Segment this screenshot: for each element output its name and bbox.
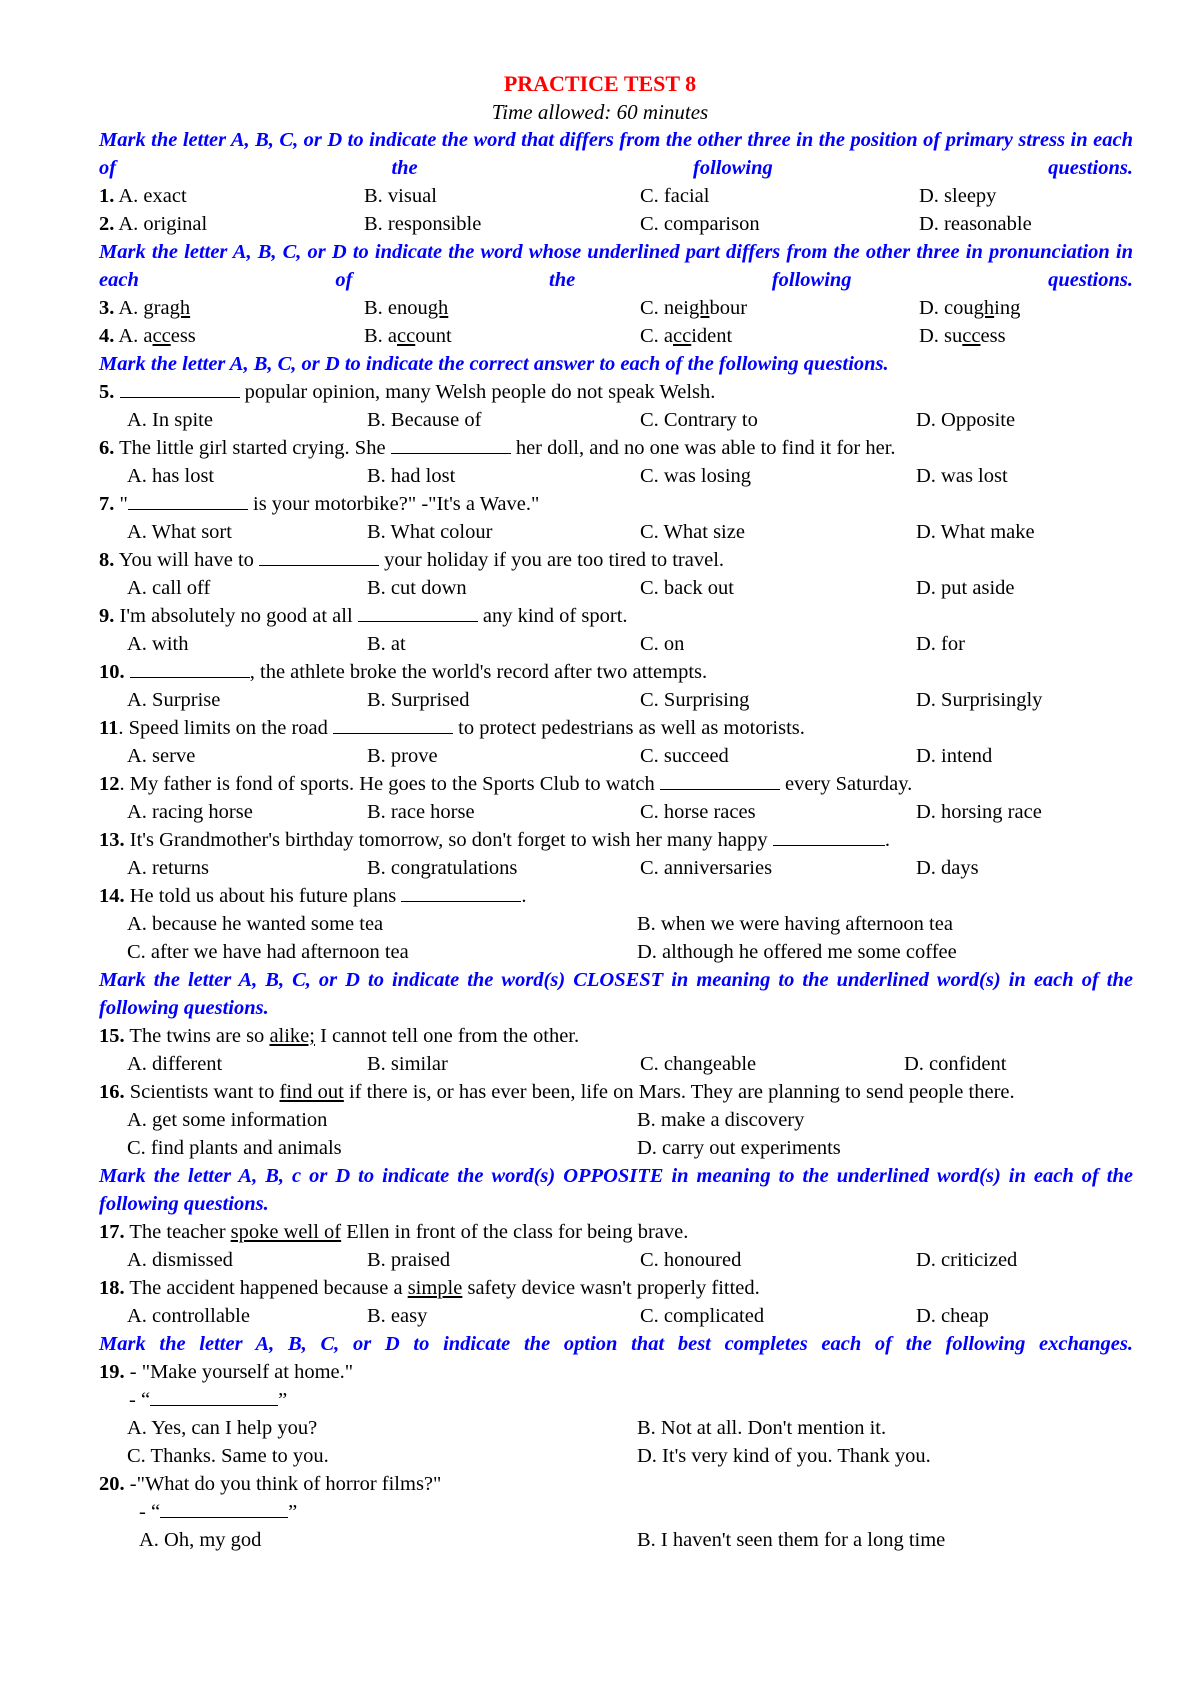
option-1d: D. sleepy: [919, 185, 997, 207]
option-18a: A. controllable: [127, 1305, 250, 1327]
option-17c: C. honoured: [640, 1249, 742, 1271]
question-19: 19. - "Make yourself at home.": [99, 1361, 354, 1383]
option-13b: B. congratulations: [367, 857, 518, 879]
option-12c: C. horse races: [640, 801, 756, 823]
answer-blank: [358, 602, 478, 622]
question-6: 6. The little girl started crying. She her doll, and no one was able to find it for her.: [99, 434, 1133, 462]
option-9c: C. on: [640, 633, 685, 655]
option-5d: D. Opposite: [916, 409, 1016, 431]
options-13: [99, 854, 1133, 882]
option-13a: A. returns: [127, 857, 209, 879]
option-6c: C. was losing: [640, 465, 752, 487]
question-number: 11: [99, 717, 119, 739]
option-4d: D. success: [919, 325, 1006, 347]
option-10d: D. Surprisingly: [916, 689, 1043, 711]
options-17: [99, 1246, 1133, 1274]
option-3a: 3. A. gragh: [99, 297, 191, 319]
question-10: 10. , the athlete broke the world's record after two attempts.: [99, 658, 1133, 686]
question-number: 17.: [99, 1221, 125, 1243]
question-number: 10.: [99, 661, 125, 683]
question-12: 12. My father is fond of sports. He goes to the Sports Club to watch every Saturday.: [99, 770, 1133, 798]
option-16a: A. get some information: [127, 1109, 328, 1131]
options-8: [99, 574, 1133, 602]
option-12b: B. race horse: [367, 801, 475, 823]
option-19d: D. It's very kind of you. Thank you.: [637, 1445, 931, 1467]
question-number: 2.: [99, 213, 115, 235]
options-7: [99, 518, 1133, 546]
instruction-correct: Mark the letter A, B, C, or D to indicate the correct answer to each of the following questions.: [99, 353, 889, 375]
option-18d: D. cheap: [916, 1305, 989, 1327]
option-19b: B. Not at all. Don't mention it.: [637, 1417, 887, 1439]
option-2b: B. responsible: [364, 213, 482, 235]
answer-blank: [333, 714, 453, 734]
options-10: [99, 686, 1133, 714]
question-number: 12: [99, 773, 120, 795]
question-number: 13.: [99, 829, 125, 851]
option-8d: D. put aside: [916, 577, 1015, 599]
option-11b: B. prove: [367, 745, 438, 767]
option-3d: D. coughing: [919, 297, 1021, 319]
option-9b: B. at: [367, 633, 406, 655]
answer-blank: [259, 546, 379, 566]
page-subtitle: Time allowed: 60 minutes: [491, 100, 709, 124]
question-18: 18. The accident happened because a simple safety device wasn't properly fitted.: [99, 1277, 760, 1299]
question-9: 9. I'm absolutely no good at all any kind of sport.: [99, 602, 1133, 630]
option-5b: B. Because of: [367, 409, 482, 431]
option-10a: A. Surprise: [127, 689, 221, 711]
options-9: [99, 630, 1133, 658]
option-15c: C. changeable: [640, 1053, 757, 1075]
question-17: 17. The teacher spoke well of Ellen in front of the class for being brave.: [99, 1221, 689, 1243]
answer-blank: [401, 882, 521, 902]
option-17b: B. praised: [367, 1249, 451, 1271]
option-4b: B. account: [364, 325, 452, 347]
question-11: 11. Speed limits on the road to protect pedestrians as well as motorists.: [99, 714, 1133, 742]
options-11: [99, 742, 1133, 770]
question-2: [99, 210, 1133, 238]
option-6b: B. had lost: [367, 465, 456, 487]
question-number: 9.: [99, 605, 115, 627]
question-number: 1.: [99, 185, 115, 207]
answer-blank: [391, 434, 511, 454]
option-13c: C. anniversaries: [640, 857, 773, 879]
option-17d: D. criticized: [916, 1249, 1018, 1271]
question-5: 5. popular opinion, many Welsh people do not speak Welsh.: [99, 378, 1133, 406]
option-12a: A. racing horse: [127, 801, 253, 823]
options-14-row1: [99, 910, 1133, 938]
instruction-closest: Mark the letter A, B, C, or D to indicate the word(s) CLOSEST in meaning to the underlined word(s) in each of the following questions.: [99, 969, 1133, 1019]
options-16-row1: [99, 1106, 1133, 1134]
options-12: [99, 798, 1133, 826]
question-20: 20. -"What do you think of horror films?": [99, 1473, 442, 1495]
option-11a: A. serve: [127, 745, 196, 767]
option-5a: A. In spite: [127, 409, 213, 431]
question-number: 4.: [99, 325, 115, 347]
option-15a: A. different: [127, 1053, 223, 1075]
question-number: 3.: [99, 297, 115, 319]
option-1b: B. visual: [364, 185, 437, 207]
option-12d: D. horsing race: [916, 801, 1042, 823]
option-20a: A. Oh, my god: [139, 1529, 262, 1551]
question-number: 19.: [99, 1361, 125, 1383]
question-number: 5.: [99, 381, 115, 403]
instruction-opposite: Mark the letter A, B, c or D to indicate the word(s) OPPOSITE in meaning to the underlined word(s) in each of the following questions.: [99, 1165, 1133, 1215]
page-title: PRACTICE TEST 8: [503, 71, 697, 96]
answer-blank: [150, 1386, 278, 1406]
answer-blank: [773, 826, 885, 846]
question-15: 15. The twins are so alike; I cannot tell one from the other.: [99, 1025, 580, 1047]
question-3: [99, 294, 1133, 322]
option-6a: A. has lost: [127, 465, 215, 487]
reply-20: - “ ”: [99, 1498, 1133, 1526]
option-19a: A. Yes, can I help you?: [127, 1417, 318, 1439]
question-number: 7.: [99, 493, 115, 515]
option-2d: D. reasonable: [919, 213, 1032, 235]
header: [0, 70, 1200, 126]
option-7c: C. What size: [640, 521, 745, 543]
answer-blank: [120, 378, 240, 398]
option-3c: C. neighbour: [640, 297, 748, 319]
option-8a: A. call off: [127, 577, 211, 599]
options-5: [99, 406, 1133, 434]
options-14-row2: [99, 938, 1133, 966]
question-number: 15.: [99, 1025, 125, 1047]
question-number: 8.: [99, 549, 115, 571]
option-1c: C. facial: [640, 185, 710, 207]
option-10b: B. Surprised: [367, 689, 470, 711]
option-18b: B. easy: [367, 1305, 428, 1327]
question-13: 13. It's Grandmother's birthday tomorrow, so don't forget to wish her many happy .: [99, 826, 1133, 854]
option-16c: C. find plants and animals: [127, 1137, 342, 1159]
option-14d: D. although he offered me some coffee: [637, 941, 957, 963]
options-20-row1: [99, 1526, 1133, 1554]
options-19-row2: [99, 1442, 1133, 1470]
option-17a: A. dismissed: [127, 1249, 233, 1271]
option-14a: A. because he wanted some tea: [127, 913, 384, 935]
question-number: 6.: [99, 437, 115, 459]
options-16-row2: [99, 1134, 1133, 1162]
question-4: [99, 322, 1133, 350]
question-7: 7. " is your motorbike?" -"It's a Wave.": [99, 490, 1133, 518]
option-7b: B. What colour: [367, 521, 493, 543]
option-16d: D. carry out experiments: [637, 1137, 841, 1159]
answer-blank: [160, 1498, 288, 1518]
option-7d: D. What make: [916, 521, 1035, 543]
option-14b: B. when we were having afternoon tea: [637, 913, 953, 935]
answer-blank: [130, 658, 250, 678]
option-11c: C. succeed: [640, 745, 729, 767]
option-3b: B. enough: [364, 297, 449, 319]
option-14c: C. after we have had afternoon tea: [127, 941, 409, 963]
instruction-pronunciation: Mark the letter A, B, C, or D to indicate the word whose underlined part differs from the other three in pronunciation in each of the following questions.: [99, 241, 1133, 291]
option-13d: D. days: [916, 857, 979, 879]
option-20b: B. I haven't seen them for a long time: [637, 1529, 946, 1551]
option-1a: 1. A. exact: [99, 185, 187, 207]
option-9d: D. for: [916, 633, 965, 655]
question-number: 16.: [99, 1081, 125, 1103]
question-14: 14. He told us about his future plans .: [99, 882, 1133, 910]
option-11d: D. intend: [916, 745, 993, 767]
question-number: 20.: [99, 1473, 125, 1495]
options-18: [99, 1302, 1133, 1330]
option-18c: C. complicated: [640, 1305, 765, 1327]
option-16b: B. make a discovery: [637, 1109, 805, 1131]
option-7a: A. What sort: [127, 521, 232, 543]
option-8c: C. back out: [640, 577, 734, 599]
options-15: [99, 1050, 1133, 1078]
question-16: 16. Scientists want to find out if there is, or has ever been, life on Mars. They are planning to send people there.: [99, 1081, 1015, 1103]
questions: [99, 126, 1133, 1554]
question-1: [99, 182, 1133, 210]
question-8: 8. You will have to your holiday if you are too tired to travel.: [99, 546, 1133, 574]
option-19c: C. Thanks. Same to you.: [127, 1445, 329, 1467]
option-15d: D. confident: [904, 1053, 1007, 1075]
answer-blank: [660, 770, 780, 790]
option-2a: 2. A. original: [99, 213, 208, 235]
option-8b: B. cut down: [367, 577, 467, 599]
question-number: 14.: [99, 885, 125, 907]
answer-blank: [128, 490, 248, 510]
option-2c: C. comparison: [640, 213, 760, 235]
option-6d: D. was lost: [916, 465, 1008, 487]
instruction-exchanges: Mark the letter A, B, C, or D to indicate the option that best completes each of the following exchanges.: [99, 1333, 1133, 1355]
instruction-stress: Mark the letter A, B, C, or D to indicate the word that differs from the other three in the position of primary stress in each of the following questions.: [99, 129, 1133, 179]
option-10c: C. Surprising: [640, 689, 750, 711]
options-6: [99, 462, 1133, 490]
option-4a: 4. A. access: [99, 325, 196, 347]
question-number: 18.: [99, 1277, 125, 1299]
option-15b: B. similar: [367, 1053, 448, 1075]
option-9a: A. with: [127, 633, 189, 655]
option-5c: C. Contrary to: [640, 409, 758, 431]
reply-19: - “ ”: [99, 1386, 1133, 1414]
options-19-row1: [99, 1414, 1133, 1442]
option-4c: C. accident: [640, 325, 733, 347]
